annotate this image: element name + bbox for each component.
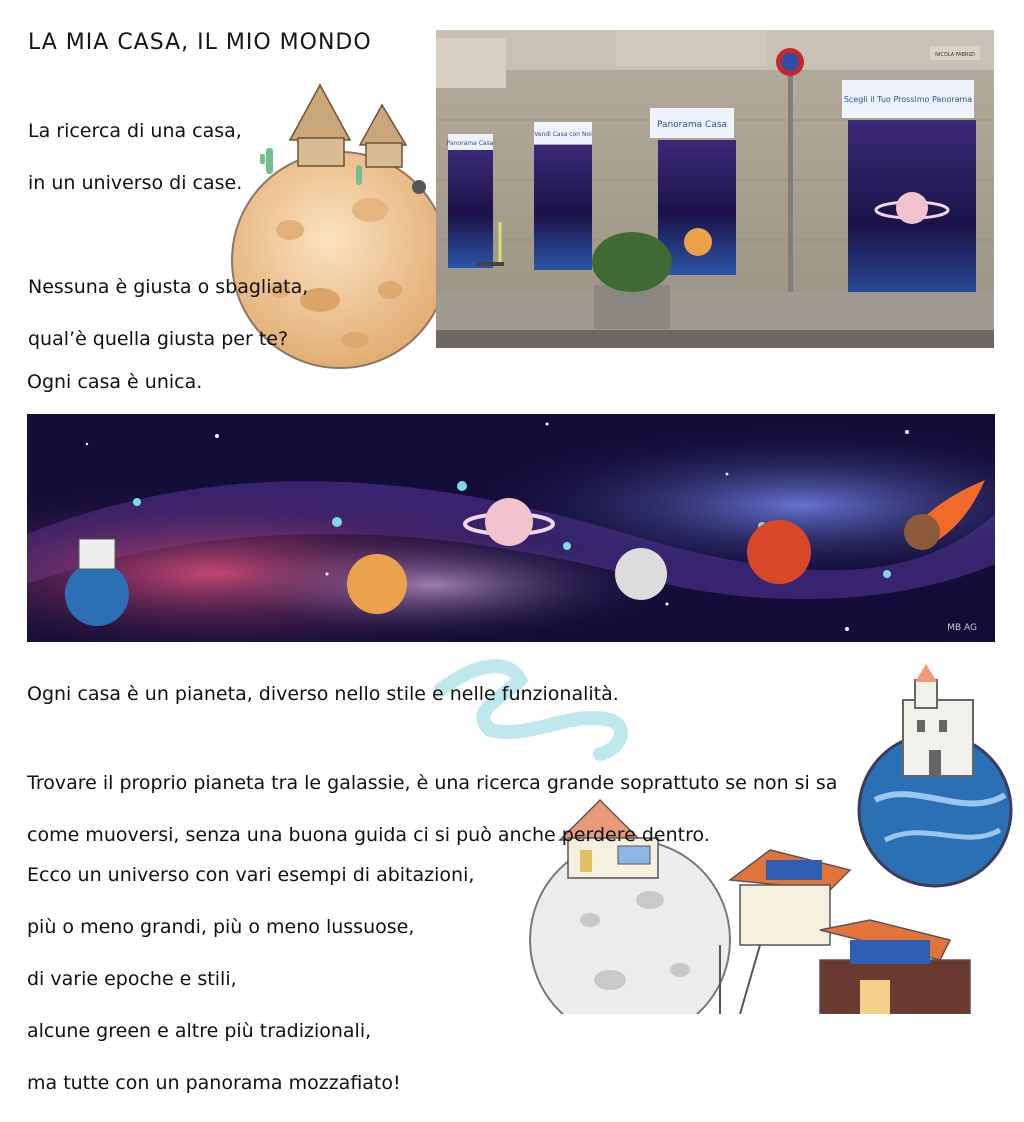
banner-signature: MB AG [947, 623, 977, 633]
sign-text: Panorama Casa [656, 120, 728, 130]
planet-paragraph: Ogni casa è un pianeta, diverso nello stile e nelle funzionalità. [27, 683, 619, 705]
intro-paragraph [28, 92, 308, 378]
page-title: LA MIA CASA, IL MIO MONDO [28, 30, 372, 55]
storefront-scene [436, 30, 994, 348]
intro-line: Nessuna è giusta o sbagliata, [28, 276, 309, 298]
intro-line: in un universo di case. [28, 172, 243, 194]
examples-line: di varie epoche e stili, [27, 968, 237, 990]
examples-line: alcune green e altre più tradizionali, [27, 1020, 372, 1042]
intro-line: qual’è quella giusta per te? [28, 328, 289, 350]
examples-line: Ecco un universo con vari esempi di abitazioni, [27, 864, 475, 886]
examples-line: più o meno grandi, più o meno lussuose, [27, 916, 415, 938]
search-line: Trovare il proprio pianeta tra le galassie, è una ricerca grande soprattuto se non si sa [27, 772, 838, 794]
examples-line: ma tutte con un panorama mozzafiato! [27, 1072, 401, 1094]
examples-paragraph [27, 836, 474, 1122]
sign-text: Vendi Casa con Noi [534, 131, 592, 138]
search-line: come muoversi, senza una buona guida ci si può anche perdere dentro. [27, 824, 710, 846]
street-sign-text: NICOLA FABRIZI [935, 52, 975, 58]
intro-line: La ricerca di una casa, [28, 120, 242, 142]
space-banner [27, 414, 995, 642]
galaxy-illustration [27, 414, 995, 642]
storefront-photo [436, 30, 994, 348]
sign-text: Panorama Casa [446, 140, 494, 147]
sign-text: Scegli il Tuo Prossimo Panorama [843, 95, 973, 104]
unique-line: Ogni casa è unica. [27, 371, 203, 393]
